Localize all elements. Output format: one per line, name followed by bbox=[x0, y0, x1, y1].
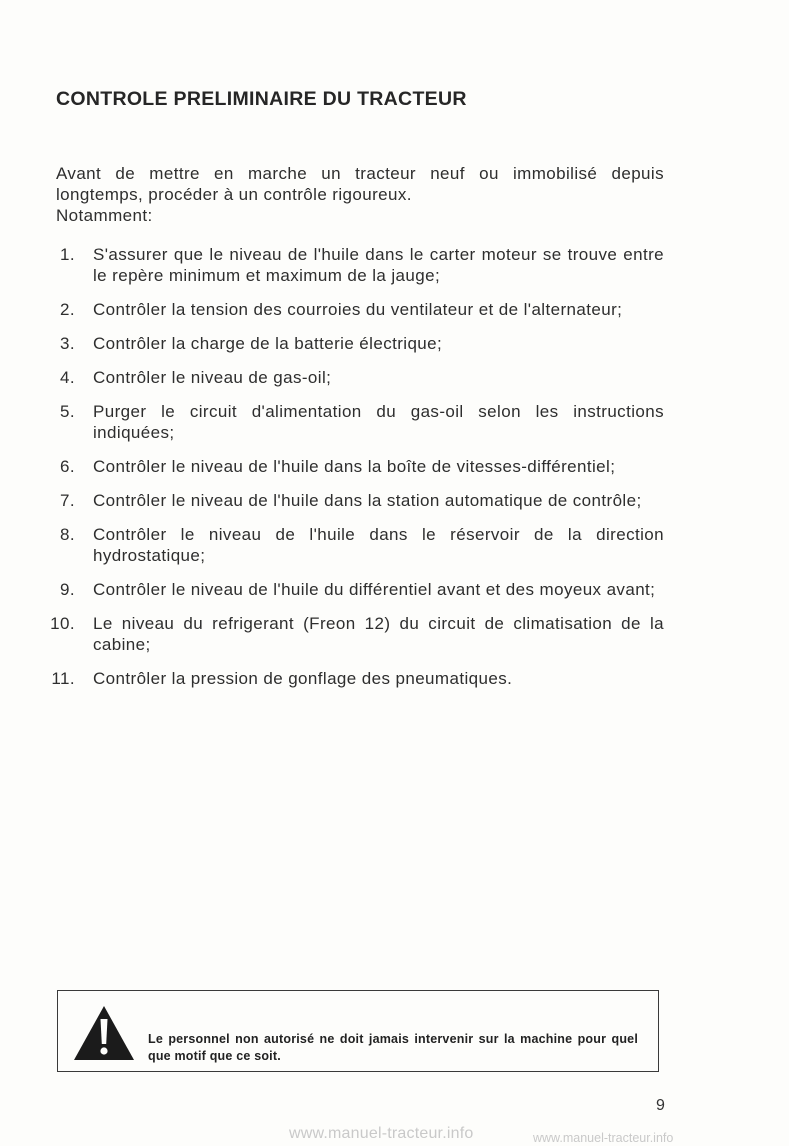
warning-triangle-icon bbox=[72, 1004, 136, 1062]
list-item-text: Purger le circuit d'alimentation du gas-oil selon les instructions indiquées; bbox=[93, 402, 664, 442]
list-item-number: 6. bbox=[60, 457, 75, 476]
list-item bbox=[40, 299, 664, 320]
list-item-text: Le niveau du refrigerant (Freon 12) du circuit de climatisation de la cabine; bbox=[93, 614, 664, 654]
intro-line-3: Notamment: bbox=[56, 206, 153, 225]
list-item-number: 4. bbox=[60, 368, 75, 387]
list-item-text: Contrôler la charge de la batterie électrique; bbox=[93, 334, 443, 353]
list-item bbox=[40, 401, 664, 443]
list-item-number: 11. bbox=[51, 669, 75, 688]
list-item-number: 9. bbox=[60, 580, 75, 599]
watermark: www.manuel-tracteur.info bbox=[533, 1131, 674, 1145]
list-item bbox=[40, 668, 664, 689]
list-item bbox=[40, 456, 664, 477]
list-item bbox=[40, 524, 664, 566]
list-item-number: 1. bbox=[60, 245, 75, 264]
list-item bbox=[40, 367, 664, 388]
watermark: www.manuel-tracteur.info bbox=[289, 1125, 474, 1142]
warning-box bbox=[57, 990, 659, 1072]
list-item-text: S'assurer que le niveau de l'huile dans le carter moteur se trouve entre le repère minimum et maximum de la jauge; bbox=[93, 245, 664, 285]
list-item-number: 10. bbox=[50, 614, 75, 633]
list-item bbox=[40, 490, 664, 511]
warning-text: Le personnel non autorisé ne doit jamais intervenir sur la machine pour quel que motif que ce soit. bbox=[148, 1032, 638, 1063]
list-item bbox=[40, 244, 664, 286]
checklist bbox=[40, 244, 664, 689]
list-item-text: Contrôler le niveau de l'huile dans la station automatique de contrôle; bbox=[93, 491, 642, 510]
list-item bbox=[40, 579, 664, 600]
intro-paragraph bbox=[56, 163, 664, 226]
page-title: CONTROLE PRELIMINAIRE DU TRACTEUR bbox=[56, 88, 467, 110]
list-item-number: 5. bbox=[60, 402, 75, 421]
list-item bbox=[40, 333, 664, 354]
intro-line-1: Avant de mettre en marche un tracteur neuf ou immobilisé depuis bbox=[56, 164, 664, 183]
page-number: 9 bbox=[656, 1097, 665, 1114]
list-item-text: Contrôler le niveau de gas-oil; bbox=[93, 368, 332, 387]
list-item-number: 8. bbox=[60, 525, 75, 544]
list-item-text: Contrôler la pression de gonflage des pneumatiques. bbox=[93, 669, 513, 688]
list-item-number: 7. bbox=[60, 491, 75, 510]
list-item-text: Contrôler le niveau de l'huile dans le réservoir de la direction hydrostatique; bbox=[93, 525, 664, 565]
list-item-number: 3. bbox=[60, 334, 75, 353]
list-item-text: Contrôler le niveau de l'huile dans la boîte de vitesses-différentiel; bbox=[93, 457, 616, 476]
list-item bbox=[40, 613, 664, 655]
list-item-text: Contrôler la tension des courroies du ventilateur et de l'alternateur; bbox=[93, 300, 623, 319]
list-item-number: 2. bbox=[60, 300, 75, 319]
list-item-text: Contrôler le niveau de l'huile du différentiel avant et des moyeux avant; bbox=[93, 580, 656, 599]
intro-line-2: longtemps, procéder à un contrôle rigoureux. bbox=[56, 185, 412, 204]
